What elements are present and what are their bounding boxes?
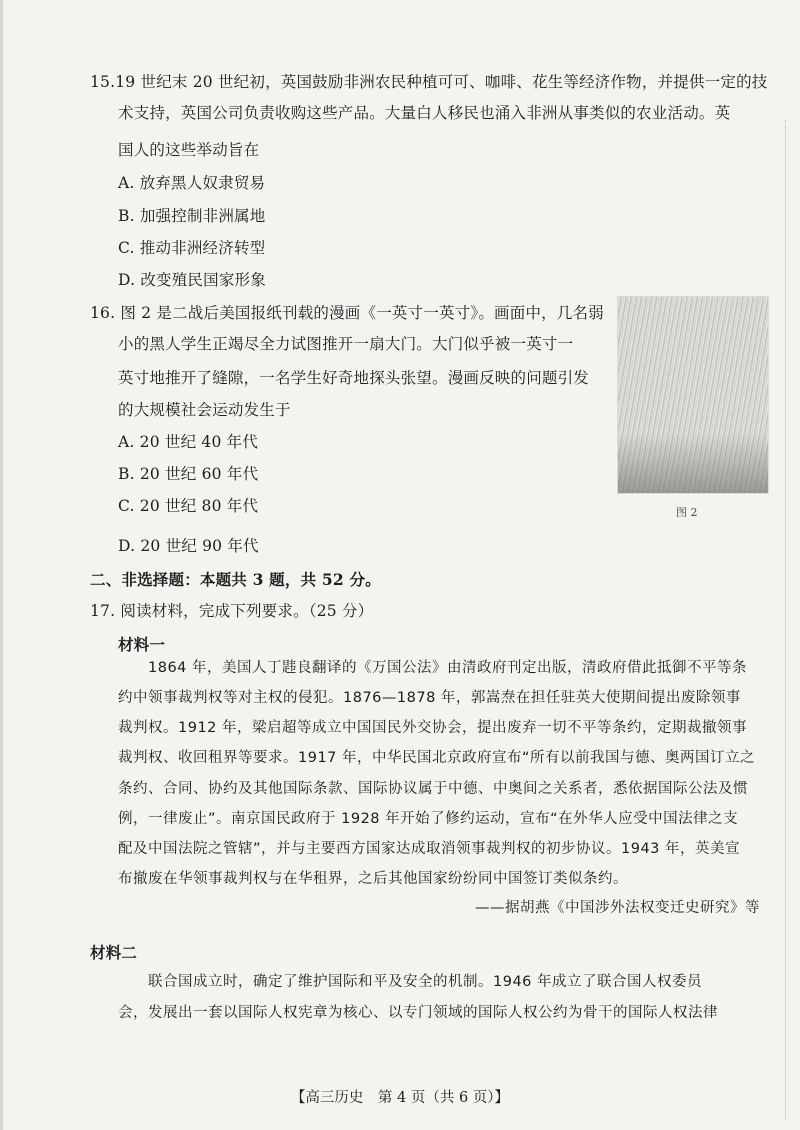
cartoon-shading [618,433,768,493]
q17-title: 17. 阅读材料，完成下列要求。（25 分） [90,602,374,620]
material1-citation: ——据胡燕《中国涉外法权变迁史研究》等 [475,900,760,916]
q15-option-d: D. 改变殖民国家形象 [118,271,266,289]
q15-stem-line-3: 国人的这些举动旨在 [118,141,260,159]
figure-caption: 图 2 [676,506,698,519]
scan-edge [0,0,3,1130]
q15-stem-line-2: 术支持，英国公司负责收购这些产品。大量白人移民也涌入非洲从事类似的农业活动。英 [118,104,731,122]
section-heading: 二、非选择题：本题共 3 题，共 52 分。 [90,570,381,589]
material1-line-3: 裁判权。1912 年，梁启超等成立中国国民外交协会，提出废弃一切不平等条约，定期裁撤领事 [118,720,748,736]
q16-option-d: D. 20 世纪 90 年代 [118,537,259,555]
page-footer: 【高三历史 第 4 页（共 6 页）】 [290,1090,510,1106]
q15-option-a: A. 放弃黑人奴隶贸易 [118,174,266,192]
material2-label: 材料二 [90,943,138,962]
q15-stem-line-1: 15.19 世纪末 20 世纪初，英国鼓励非洲农民种植可可、咖啡、花生等经济作物，并提供一定的技 [90,73,768,91]
q16-option-b: B. 20 世纪 60 年代 [118,465,259,483]
q16-option-a: A. 20 世纪 40 年代 [118,433,259,451]
material1-line-4: 裁判权、收回租界等要求。1917 年，中华民国北京政府宣布“所有以前我国与德、奥两国订立之 [118,750,756,766]
scan-edge-dotted [784,120,786,1120]
material1-line-7: 配及中国法院之管辖”，并与主要西方国家达成取消领事裁判权的初步协议。1943 年，英美宣 [118,841,741,857]
q15-option-c: C. 推动非洲经济转型 [118,239,266,257]
q16-option-c: C. 20 世纪 80 年代 [118,497,259,515]
material1-label: 材料一 [118,635,166,654]
q16-stem-line-4: 的大规模社会运动发生于 [118,401,291,419]
material2-line-2: 会，发展出一套以国际人权宪章为核心、以专门领域的国际人权公约为骨干的国际人权法律 [118,1005,718,1021]
cartoon-figure [617,296,769,494]
material1-line-5: 条约、合同、协约及其他国际条款、国际协议属于中德、中奥间之关系者，悉依据国际公法及惯 [118,781,748,797]
q15-option-b: B. 加强控制非洲属地 [118,207,266,225]
q16-stem-line-3: 英寸地推开了缝隙，一名学生好奇地探头张望。漫画反映的问题引发 [118,369,590,387]
material1-line-6: 例，一律废止”。南京国民政府于 1928 年开始了修约运动，宣布“在外华人应受中国法律之支 [118,811,739,827]
material1-line-1: 1864 年，美国人丁韪良翻译的《万国公法》由清政府刊定出版，清政府借此抵御不平等条 [148,660,748,676]
material2-line-1: 联合国成立时，确定了维护国际和平及安全的机制。1946 年成立了联合国人权委员 [148,974,703,990]
material1-line-8: 布撤废在华领事裁判权与在华租界，之后其他国家纷纷同中国签订类似条约。 [118,871,628,887]
material1-line-2: 约中领事裁判权等对主权的侵犯。1876—1878 年，郭嵩焘在担任驻英大使期间提出废除领事 [118,690,741,706]
q16-stem-line-1: 16. 图 2 是二战后美国报纸刊载的漫画《一英寸一英寸》。画面中，几名弱 [90,304,604,322]
q16-stem-line-2: 小的黑人学生正竭尽全力试图推开一扇大门。大门似乎被一英寸一 [118,335,574,353]
